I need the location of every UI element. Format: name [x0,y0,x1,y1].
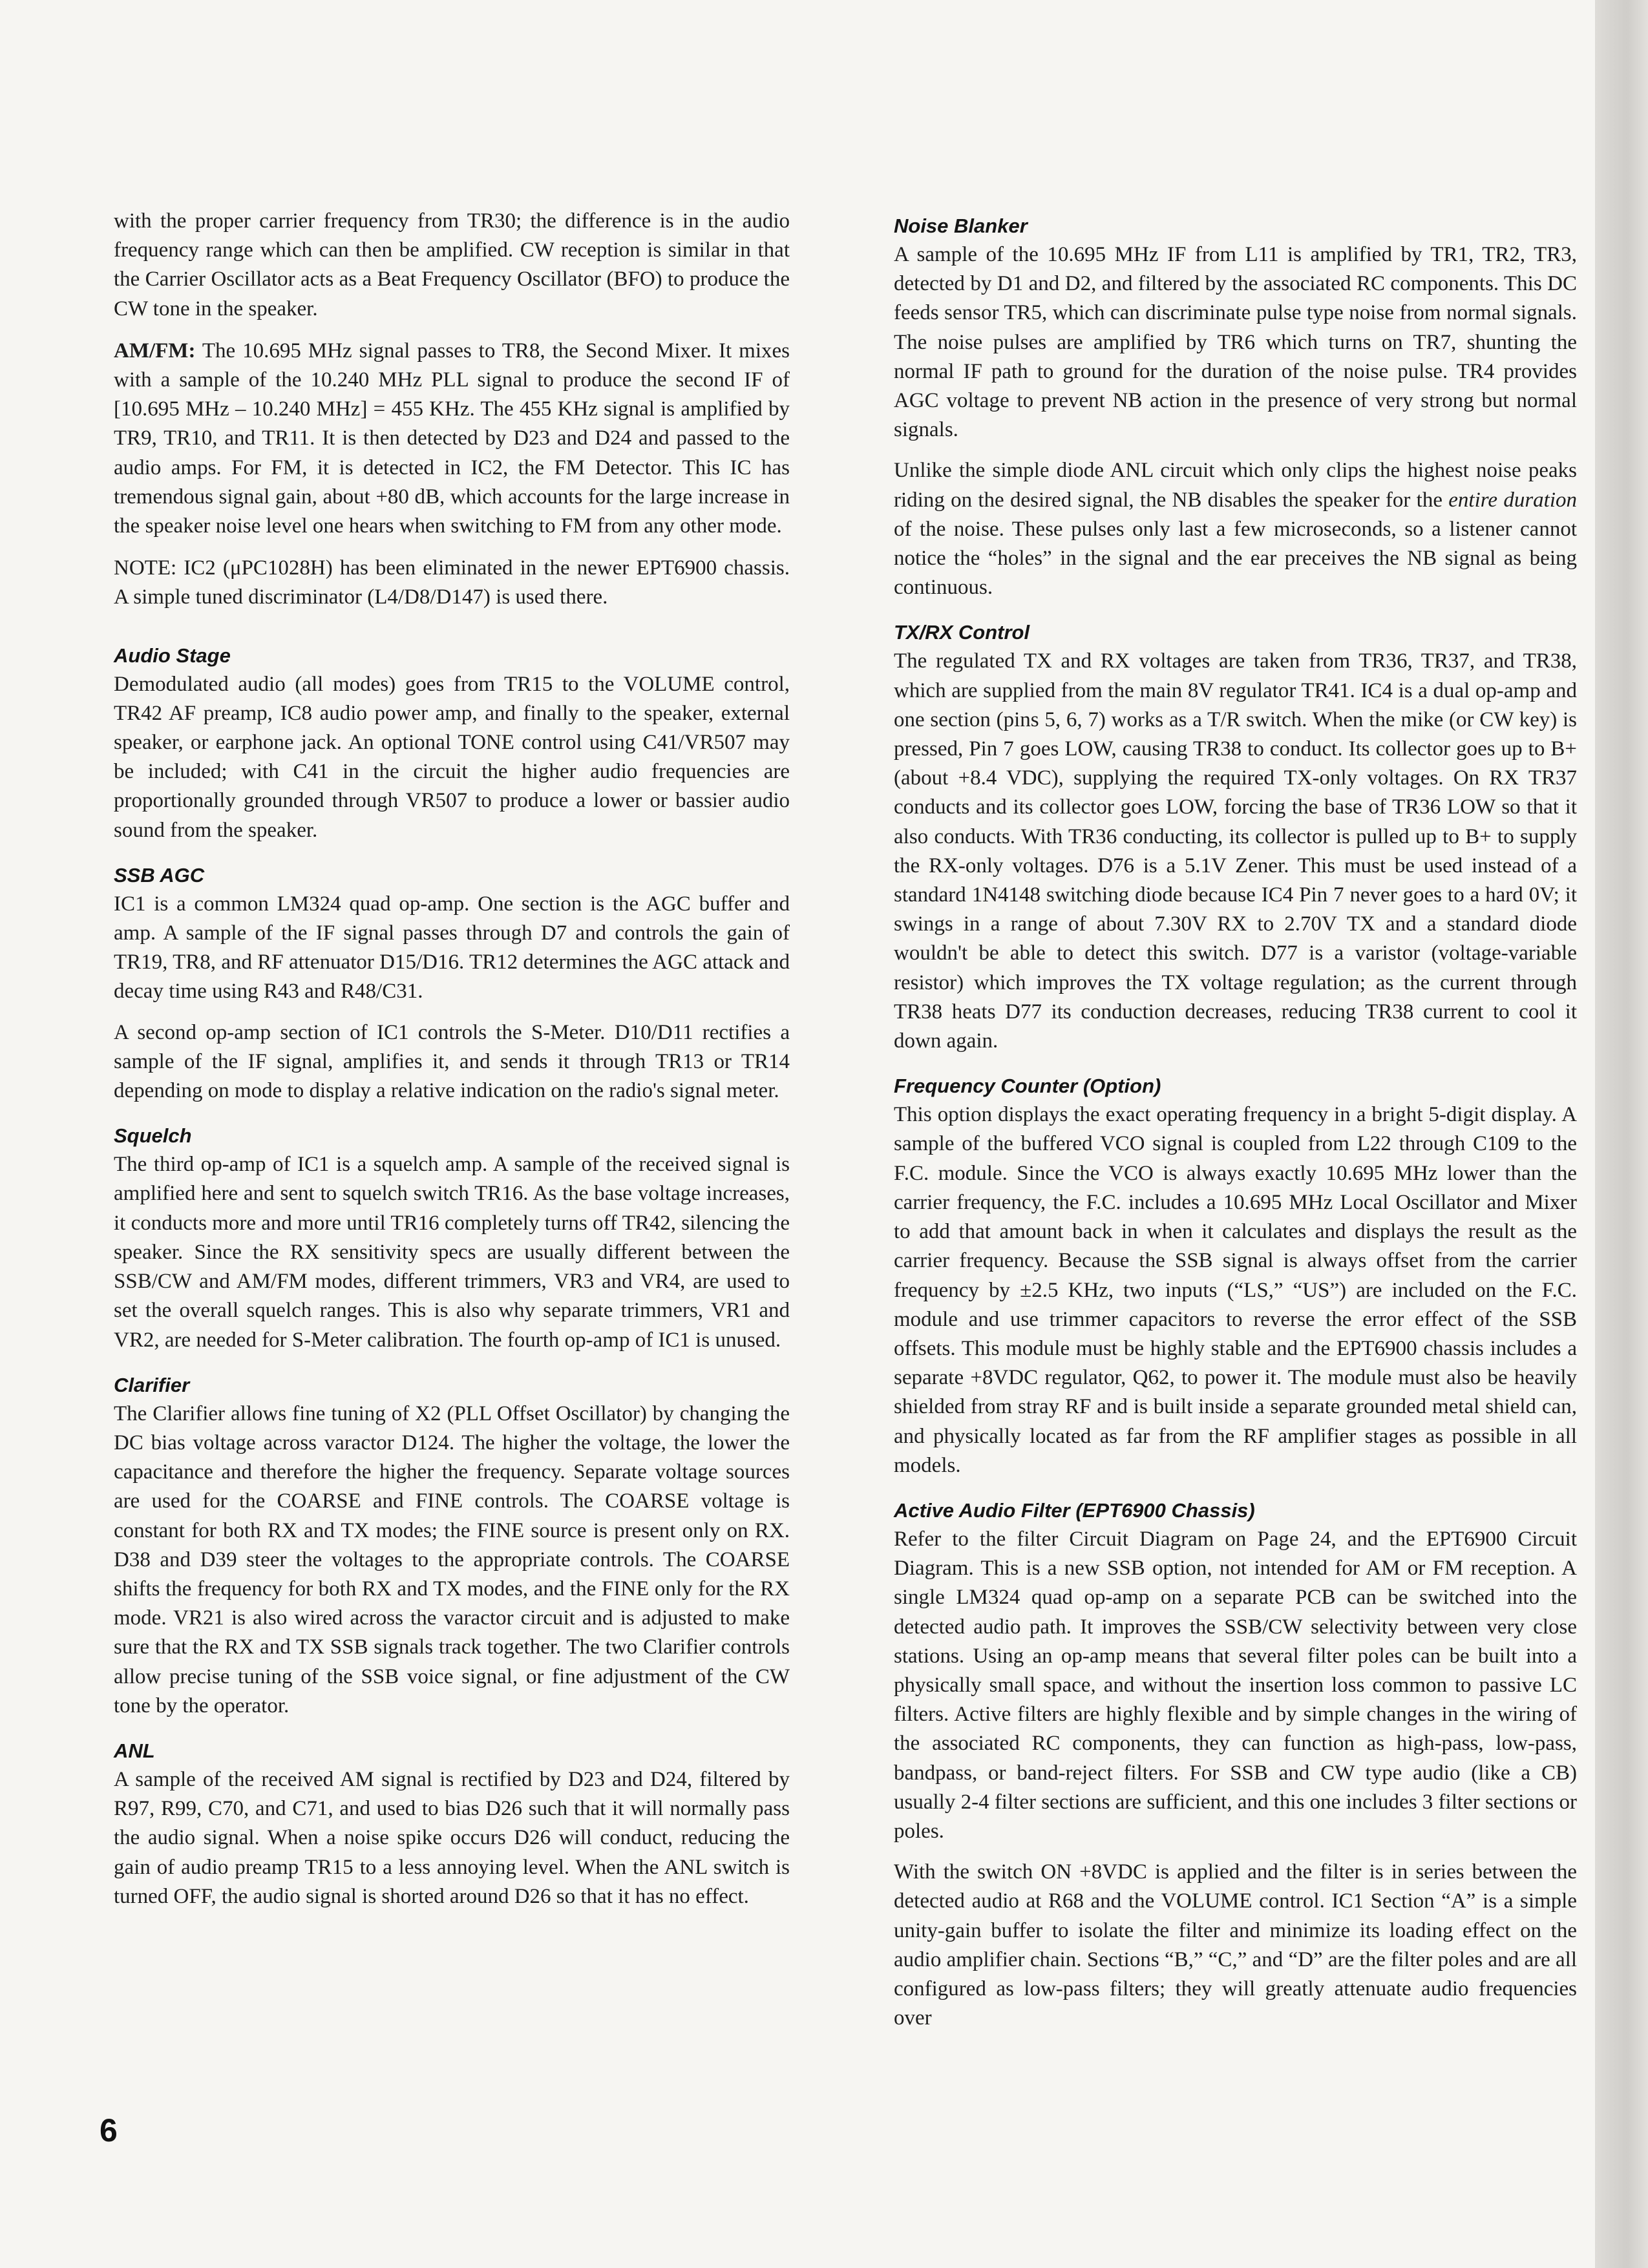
amfm-paragraph [114,337,790,541]
frequency-counter-text: This option displays the exact operating frequency in a bright 5-digit display. A sample of the buffered VCO signal is coupled from L22 through C109 to the F.C. module. Since the VCO is always exactly 10.695 MHz lower than the carrier frequency, the F.C. includes a 10.695 MHz Local Oscillator and Mixer to add that amount back in when it calculates and displays the result as the carrier frequency. Because the SSB signal is always offset from the carrier frequency by ±2.5 KHz, two inputs (“LS,” “US”) are included on the F.C. module and use trimmer capacitors to reverse the error effect of the SSB offsets. This module must be highly stable and the EPT6900 chassis includes a separate +8VDC regulator, Q62, to power it. The module must also be heavily shielded from stray RF and is built inside a separate grounded metal shield can, and physically located as far from the RF amplifier stages as possible in all models. [894,1103,1577,1477]
left-column [114,207,790,1927]
ssb-agc-text-1: IC1 is a common LM324 quad op-amp. One section is the AGC buffer and amp. A sample of the IF signal passes through D7 and controls the gain of TR19, TR8, and RF attenuator D15/D16. TR12 determines the AGC attack and decay time using R43 and R48/C31. [114,892,790,1003]
section-noise-blanker [894,211,1577,602]
active-audio-filter-text-2: With the switch ON +8VDC is applied and the filter is in series between the detected audio at R68 and the VOLUME control. IC1 Section “A” is a simple unity-gain buffer to isolate the filter and minimize its loading effect on the audio amplifier chain. Sections “B,” “C,” and “D” are the filter poles and are all configured as low-pass filters; they will greatly attenuate audio frequencies over [894,1860,1577,2030]
amfm-label: AM/FM: [114,339,196,362]
section-audio-stage [114,641,790,845]
heading-active-audio-filter: Active Audio Filter (EPT6900 Chassis) [894,1498,1255,1522]
section-ssb-agc [114,861,790,1106]
section-clarifier [114,1370,790,1721]
heading-noise-blanker: Noise Blanker [894,215,1028,237]
section-txrx-control [894,618,1577,1056]
intro-paragraph: with the proper carrier frequency from TR30; the difference is in the audio frequency range which can then be amplified. CW reception is similar in that the Carrier Oscillator acts as a Beat Frequency Oscillator (BFO) to produce the CW tone in the speaker. [114,209,790,320]
txrx-control-text: The regulated TX and RX voltages are taken from TR36, TR37, and TR38, which are supplied from the main 8V regulator TR41. IC4 is a dual op-amp and one section (pins 5, 6, 7) works as a T/R switch. When the mike (or CW key) is pressed, Pin 7 goes LOW, causing TR38 to conduct. Its collector goes up to B+ (about +8.4 VDC), supplying the required TX-only voltages. On RX TR37 conducts and its collector goes LOW, forcing the base of TR36 LOW so that it also conducts. With TR36 conducting, its collector is pulled up to B+ to supply the RX-only voltages. D76 is a 5.1V Zener. This must be used instead of a standard 1N4148 switching diode because IC4 Pin 7 never goes to a hard 0V; it swings in a range of about 7.30V RX to 2.70V TX and a standard diode wouldn't be able to detect this switch. D77 is a varistor (voltage-variable resistor) which improves the TX voltage regulation; as the current through TR38 heats D77 its conduction decreases, reducing TR38 current to cool it down again. [894,649,1577,1053]
heading-frequency-counter: Frequency Counter (Option) [894,1075,1161,1098]
section-frequency-counter [894,1071,1577,1480]
heading-audio-stage: Audio Stage [114,644,231,667]
active-audio-filter-text-1: Refer to the filter Circuit Diagram on Page 24, and the EPT6900 Circuit Diagram. This is a new SSB option, not intended for AM or FM reception. A single LM324 quad op-amp on a separate PCB can be switched into the detected audio path. It improves the SSB/CW selectivity between very close stations. Using an op-amp means that several filter poles can be built into a physically small space, and without the insertion loss common to passive LC filters. Active filters are highly flexible and by simple changes in the wiring of the associated RC components, they can function as high-pass, low-pass, bandpass, or band-reject filters. For SSB and CW type audio (like a CB) usually 2-4 filter sections are sufficient, and this one includes 3 filter sections or poles. [894,1527,1577,1843]
heading-anl: ANL [114,1739,155,1762]
squelch-text: The third op-amp of IC1 is a squelch amp. A sample of the received signal is amplified here and sent to squelch switch TR16. As the base voltage increases, it conducts more and more until TR16 completely turns off TR42, silencing the speaker. Since the RX sensitivity specs are usually different between the SSB/CW and AM/FM modes, different trimmers, VR3 and VR4, are used to set the overall squelch ranges. This is also why separate trimmers, VR1 and VR2, are needed for S-Meter calibration. The fourth op-amp of IC1 is unused. [114,1153,790,1352]
note-paragraph: NOTE: IC2 (μPC1028H) has been eliminated in the newer EPT6900 chassis. A simple tuned discriminator (L4/D8/D147) is used there. [114,556,790,609]
heading-squelch: Squelch [114,1124,192,1148]
section-squelch [114,1121,790,1354]
noise-blanker-text-2 [894,456,1577,602]
right-column [894,211,1577,2048]
clarifier-text: The Clarifier allows fine tuning of X2 (PLL Offset Oscillator) by changing the DC bias voltage across varactor D124. The higher the voltage, the lower the capacitance and therefore the higher the frequency. Separate voltage sources are used for the COARSE and FINE controls. The COARSE voltage is constant for both RX and TX modes; the FINE source is present only on RX. D38 and D39 steer the voltages to the appropriate controls. The COARSE shifts the frequency for both RX and TX modes, and the FINE only for the RX mode. VR21 is also wired across the varactor circuit and is adjusted to make sure that the RX and TX SSB signals track together. The two Clarifier controls allow precise tuning of the SSB voice signal, or fine adjustment of the CW tone by the operator. [114,1402,790,1717]
noise-blanker-text-2a: Unlike the simple diode ANL circuit which only clips the highest noise peaks riding on the desired signal, the NB disables the speaker for the [894,459,1577,512]
noise-blanker-emphasis: entire duration [1448,488,1577,512]
page-number: 6 [100,2112,118,2148]
noise-blanker-text-2b: of the noise. These pulses only last a few microseconds, so a listener cannot notice the “holes” in the signal and the ear preceives the NB signal as being continuous. [894,517,1577,600]
amfm-text: The 10.695 MHz signal passes to TR8, the Second Mixer. It mixes with a sample of the 10.240 MHz PLL signal to produce the second IF of [10.695 MHz – 10.240 MHz] = 455 KHz. The 455 KHz signal is amplified by TR9, TR10, and TR11. It is then detected by D23 and D24 and passed to the audio amps. For FM, it is detected in IC2, the FM Detector. This IC has tremendous signal gain, about +80 dB, which accounts for the large increase in the speaker noise level one hears when switching to FM from any other mode. [114,339,790,538]
heading-clarifier: Clarifier [114,1373,190,1396]
ssb-agc-text-2: A second op-amp section of IC1 controls the S-Meter. D10/D11 rectifies a sample of the IF signal, amplifies it, and sends it through TR13 or TR14 depending on mode to display a relative indication on the radio's signal meter. [114,1020,790,1103]
noise-blanker-text-1: A sample of the 10.695 MHz IF from L11 is amplified by TR1, TR2, TR3, detected by D1 and D2, and filtered by the associated RC components. This DC feeds sensor TR5, which can discriminate pulse type noise from normal signals. The noise pulses are amplified by TR6 which turns on TR7, shunting the normal IF path to ground for the duration of the noise pulse. TR4 provides AGC voltage to prevent NB action in the presence of very strong but normal signals. [894,243,1577,442]
heading-txrx-control: TX/RX Control [894,621,1030,644]
section-active-audio-filter [894,1496,1577,2033]
heading-ssb-agc: SSB AGC [114,863,205,887]
page-edge-shadow [1595,0,1648,2268]
section-anl [114,1736,790,1911]
anl-text: A sample of the received AM signal is rectified by D23 and D24, filtered by R97, R99, C70, and C71, and used to bias D26 such that it will normally pass the audio signal. When a noise spike occurs D26 will conduct, reducing the gain of audio preamp TR15 to a less annoying level. When the ANL switch is turned OFF, the audio signal is shorted around D26 so that it has no effect. [114,1767,790,1908]
audio-stage-text: Demodulated audio (all modes) goes from TR15 to the VOLUME control, TR42 AF preamp, IC8 audio power amp, and finally to the speaker, external speaker, or earphone jack. An optional TONE control using C41/VR507 may be included; with C41 in the circuit the higher audio frequencies are proportionally grounded through VR507 to produce a lower or bassier audio sound from the speaker. [114,672,790,842]
